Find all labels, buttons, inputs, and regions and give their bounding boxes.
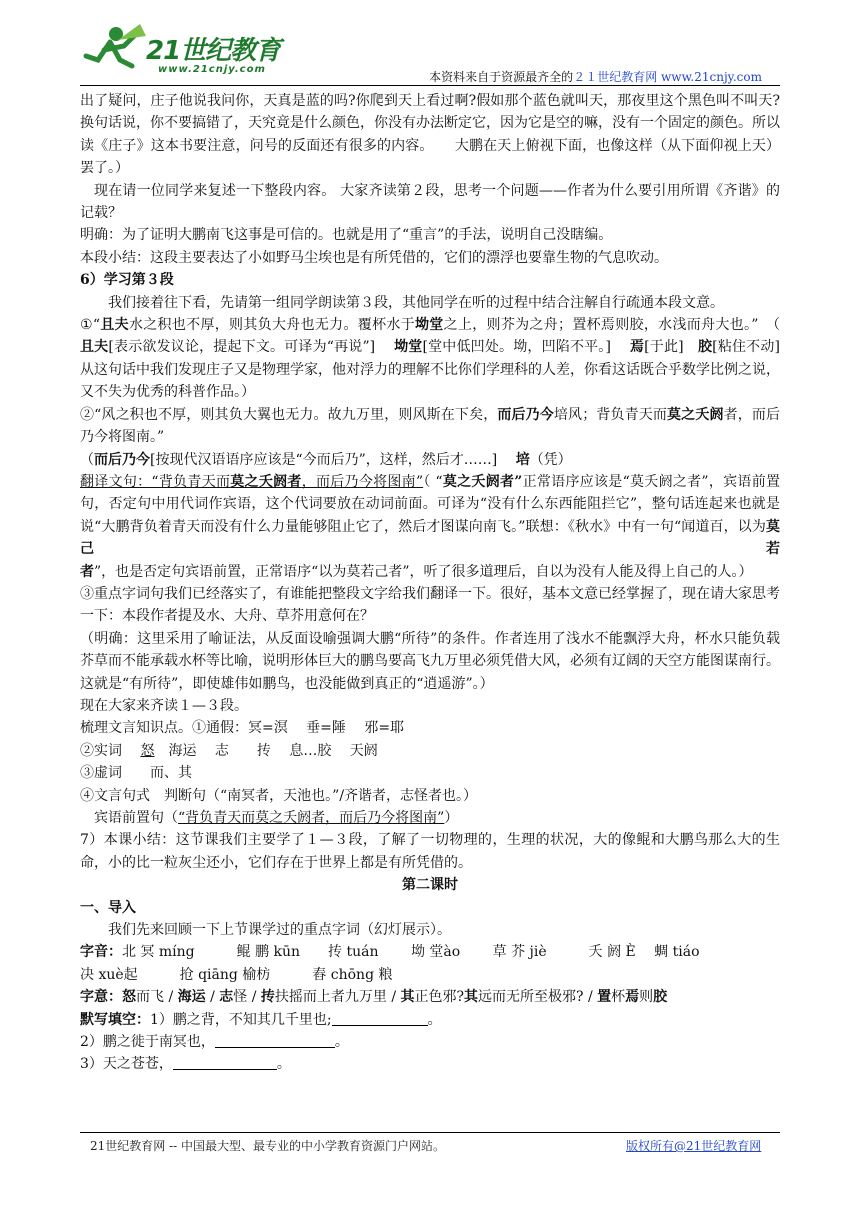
- paragraph: [80, 449, 780, 471]
- paragraph: [80, 941, 780, 963]
- bold-term: 且夫: [100, 317, 129, 334]
- header-note: [429, 68, 762, 85]
- copyright-link[interactable]: 版权所有@21世纪教育网: [626, 1139, 762, 1153]
- paragraph: [80, 807, 780, 829]
- header-url-link[interactable]: www.21cnjy.com: [661, 70, 762, 84]
- text-run: 远而无所至极邪? /: [478, 989, 598, 1006]
- runner-icon: [80, 20, 150, 84]
- document-body: [80, 90, 809, 1076]
- bold-term: 培: [515, 451, 530, 468]
- subheading: 一、导入: [80, 899, 136, 916]
- bold-term: 而后乃今: [94, 451, 150, 468]
- bold-term: 焉: [629, 339, 645, 356]
- text-run: 北 冥 míng 鲲 鹏 kūn 抟 tuán 坳 堂ào 草 芥 jiè 夭 阏 È 蜩 tiáo: [122, 944, 700, 961]
- paragraph: （明确：这里采用了喻证法，从反面设喻强调大鹏“所待”的条件。作者连用了浅水不能飘浮大舟，杯水只能负载芥草而不能承载水杯等比喻，说明形体巨大的鹏鸟要高飞九万里必须凭借大风，必须有辽阔的天空方能图谋南行。这就是“有所待”，即使雄伟如鹏鸟，也没能做到真正的“逍遥游”。）: [80, 630, 780, 692]
- paragraph: ③虚词 而、其: [80, 765, 192, 782]
- text-run: ②实词: [80, 742, 141, 759]
- text-run: （ “: [423, 473, 443, 490]
- text-run: （: [80, 451, 94, 468]
- label: 默写填空：: [80, 1011, 150, 1028]
- text-run: （凭）: [529, 451, 572, 468]
- text-run: 者，而后乃今将图南。”: [80, 406, 781, 446]
- text-run: 。: [334, 1034, 349, 1051]
- underlined-text: “背负青天而莫之夭阏者，而后乃今将图南”: [178, 810, 445, 826]
- text-run: 怪 /: [233, 989, 261, 1006]
- text-run: 。: [427, 1011, 442, 1028]
- paragraph: [80, 404, 780, 449]
- footer-divider: [80, 1132, 780, 1133]
- blank-line[interactable]: [173, 1055, 277, 1070]
- text-run: 正常语序应该是“莫夭阏之者”，宾语前置句，否定句中用代词作宾语，这个代词要放在动词前面。可译为“没有什么东西能阻拦它”，整句话连起来也就是说“大鹏背负着青天而没有什么力量能够阻止它了，然后才图谋向南飞。”联想：《秋水》中有一句“闻道百，以为: [80, 473, 780, 535]
- paragraph: 我们接着往下看，先请第一组同学朗读第３段，其他同学在听的过程中结合注解自行疏通本段文意。: [108, 294, 724, 311]
- header-site-link[interactable]: ２１世纪教育网: [573, 70, 658, 84]
- text-run: [于此]: [644, 339, 698, 356]
- paragraph: [80, 740, 780, 762]
- text-run: ）: [444, 810, 459, 826]
- paragraph: 决 xuè起 抢 qiāng 榆枋 舂 chōng 粮: [80, 966, 393, 983]
- text-run: ②“风之积也不厚，则其负大翼也无力。故九万里，则风斯在下矣，: [80, 406, 498, 423]
- label: 字音：: [80, 944, 122, 961]
- paragraph: [80, 314, 809, 404]
- text-run: /: [205, 989, 220, 1006]
- bold-term: 莫己若者: [80, 518, 780, 580]
- bold-term: 海运: [177, 989, 206, 1006]
- text-run: 正色邪?: [414, 989, 465, 1006]
- paragraph: 本段小结：这段主要表达了小如野马尘埃也是有所凭借的，它们的漂浮也要靠生物的气息吹动。: [80, 249, 668, 266]
- header-divider: [80, 85, 780, 86]
- bold-term: 置: [597, 989, 612, 1006]
- text-run: 之上，则芥为之舟；置杯焉则胶，水浅而舟大也。” （: [443, 317, 781, 334]
- bold-term: 而后乃今: [497, 406, 554, 423]
- text-run: 海运 志 抟 息: [154, 742, 304, 759]
- text-run: 而飞 /: [136, 989, 178, 1006]
- text-run: [按现代汉语语序应该是“今而后乃”，这样，然后才……]: [150, 451, 516, 468]
- text-run: 水之积也不厚，则其负大舟也无力。覆杯水于: [128, 317, 415, 334]
- paragraph: 出了疑问，庄子他说我问你，天真是蓝的吗?你爬到天上看过啊?假如那个蓝色就叫天，那夜里这个黑色叫不叫天?换句话说，你不要搞错了，天究竟是什么颜色，你没有办法断定它，因为它是空的嘛，没有一个固定的颜色。所以读《庄子》这本书要注意，问号的反面还有很多的内容。 大鹏在天上俯视下面，也像这样（从下面仰视上天）罢了。）: [80, 93, 780, 177]
- text-run: 培风；背负青天而: [553, 406, 668, 423]
- text-run: …: [303, 742, 318, 759]
- text-run: 胶 天阏: [317, 742, 378, 759]
- text-run: 则: [639, 989, 654, 1006]
- logo-url: www.21cnjy.com: [158, 64, 266, 75]
- text-run: 。: [276, 1056, 291, 1073]
- paragraph: [80, 471, 780, 583]
- paragraph: 明确：为了证明大鹏南飞这事是可信的。也就是用了“重言”的手法，说明自己没瞎编。: [80, 227, 613, 244]
- section-title: 第二课时: [402, 877, 458, 894]
- paragraph: ③重点字词句我们已经落实了，有谁能把整段文字给我们翻译一下。很好，基本文意已经掌握了，现在请大家思考一下：本段作者提及水、大舟、草芥用意何在？: [80, 585, 780, 625]
- bold-term: 志: [219, 989, 234, 1006]
- blank-line[interactable]: [215, 1033, 335, 1048]
- page-header: [80, 20, 780, 84]
- text-run: [表示欲发议论，提起下文。可译为“再说”]: [108, 339, 395, 356]
- blank-line[interactable]: [332, 1011, 428, 1026]
- bold-term: 坳堂: [394, 339, 423, 356]
- paragraph: 我们先来回顾一下上节课学过的重点字词（幻灯展示）。: [108, 922, 451, 939]
- paragraph: [80, 1009, 780, 1031]
- text-run: 宾语前置句（: [94, 810, 178, 826]
- label: 字意：: [80, 989, 122, 1006]
- bold-term: 且夫: [80, 339, 109, 356]
- subheading: 6）学习第３段: [80, 272, 174, 289]
- paragraph: 梳理文言知识点。①通假：冥=溟 垂=陲 邪=耶: [80, 720, 405, 737]
- paragraph: [80, 1053, 780, 1075]
- bold-term: 怒: [122, 989, 136, 1006]
- text-run: 3）天之苍苍，: [80, 1056, 173, 1073]
- paragraph: [80, 1031, 780, 1053]
- underlined-text: 翻译文句：“背负青天而: [80, 473, 231, 490]
- bold-term: 抟: [260, 989, 275, 1006]
- site-logo[interactable]: [80, 20, 300, 84]
- text-run: [粘住不动] 从这句话中我们发现庄子又是物理学家，他对浮力的理解不比你们学理科的人差，你看这话既合乎数学比例之说，又不失为优秀的科普作品。）: [80, 339, 809, 401]
- bold-term: 莫之夭阏: [667, 406, 724, 423]
- logo-text: 21世纪教育: [146, 36, 281, 66]
- bold-term: 其: [464, 989, 479, 1006]
- bold-term: 其: [400, 989, 415, 1006]
- paragraph: 现在请一位同学来复述一下整段内容。 大家齐读第２段，思考一个问题——作者为什么要引用所谓《齐谐》的记载？: [80, 182, 780, 222]
- underlined-text: 怒: [140, 742, 155, 759]
- text-run: 1）鹏之背，不知其几千里也;: [150, 1011, 332, 1028]
- bold-term: 焉: [625, 989, 640, 1006]
- text-run: 2）鹏之徙于南冥也，: [80, 1034, 215, 1051]
- footer-text: 21世纪教育网 -- 中国最大型、最专业的中小学教育资源门户网站。: [90, 1139, 446, 1153]
- text-run: ”，也是否定句宾语前置，正常语序“以为莫若己者”，听了很多道理后，自以为没有人能及得上自己的人。）: [94, 563, 753, 580]
- paragraph: [80, 986, 780, 1008]
- text-run: 杯: [611, 989, 626, 1006]
- bold-term: 胶: [653, 989, 668, 1006]
- text-run: [堂中低凹处。坳，凹陷不平。]: [422, 339, 630, 356]
- paragraph: ④文言句式 判断句（“南冥者，天池也。”/齐谐者，志怪者也。）: [80, 787, 478, 804]
- paragraph: 7）本课小结：这节课我们主要学了１—３段，了解了一切物理的，生理的状况，大的像鲲和大鹏鸟那么大的生命，小的比一粒灰尘还小，它们存在于世界上都是有所凭借的。: [80, 832, 780, 871]
- bold-term: 莫之夭阏者”: [442, 473, 523, 490]
- bold-term: 胶: [697, 339, 713, 356]
- bold-term: 莫之夭阏者: [230, 473, 302, 490]
- paragraph: 现在大家来齐读１—３段。: [80, 697, 248, 714]
- header-note-prefix: 本资料来自于资源最齐全的: [429, 70, 574, 84]
- text-run: 扶摇而上者九万里 /: [274, 989, 401, 1006]
- text-run: ①“: [80, 317, 101, 334]
- bold-term: 坳堂: [415, 317, 444, 334]
- underlined-text: ，而后乃今将图南”: [301, 473, 424, 490]
